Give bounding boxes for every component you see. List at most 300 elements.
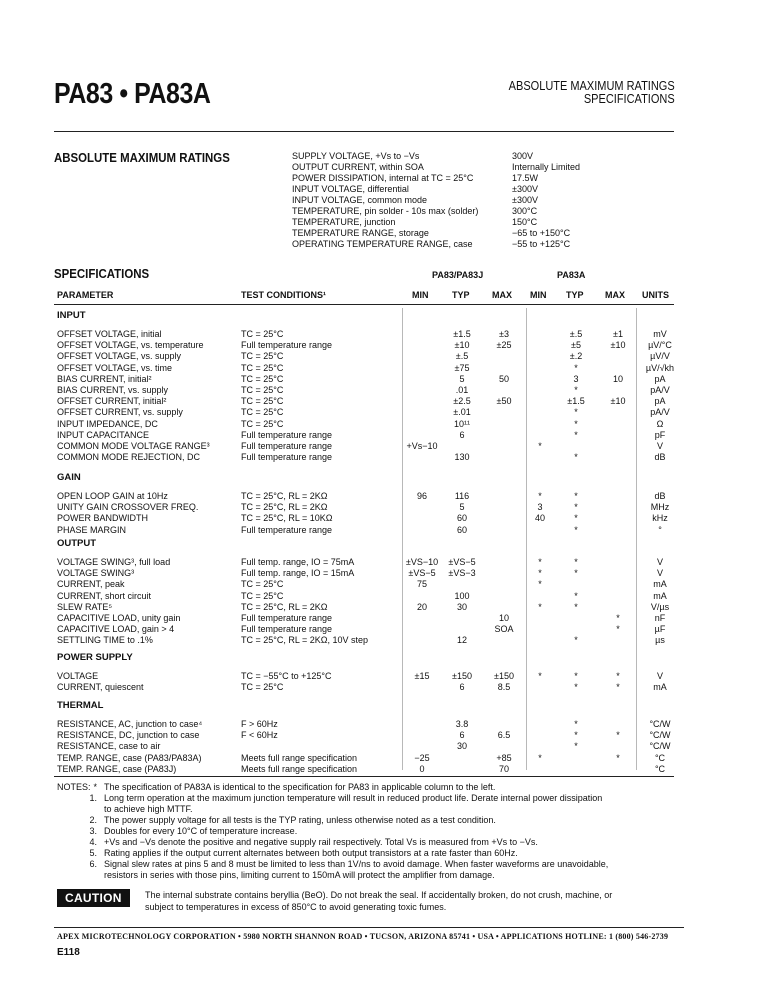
unit-cell: dB: [654, 491, 666, 501]
unit-cell: V: [656, 441, 663, 451]
a-max-cell: 10: [612, 373, 623, 384]
table-row: [0, 682, 771, 693]
typ-cell: ±VS−3: [448, 568, 476, 579]
param-cell: COMMON MODE REJECTION, DC: [57, 452, 200, 463]
typ-cell: 6: [459, 730, 465, 741]
col-header-test: TEST CONDITIONS¹: [241, 290, 326, 300]
header-right-line1: ABSOLUTE MAXIMUM RATINGS: [508, 79, 675, 93]
unit-cell: °C: [654, 763, 666, 774]
table-row: [0, 613, 771, 624]
unit-cell: nF: [654, 613, 666, 623]
max-cell: ±25: [496, 340, 512, 351]
table-row: [0, 671, 771, 682]
page-title: PA83 • PA83A: [54, 78, 211, 110]
unit-cell: °C: [654, 752, 666, 763]
a-min-cell: *: [538, 491, 542, 501]
test-cell: TC = −55°C to +125°C: [241, 671, 332, 681]
amr-value: 17.5W: [512, 173, 539, 183]
test-cell: TC = 25°C: [241, 373, 284, 384]
typ-cell: ±VS−5: [448, 557, 476, 567]
test-cell: TC = 25°C: [241, 396, 284, 407]
test-cell: TC = 25°C: [241, 682, 284, 693]
param-cell: VOLTAGE: [57, 671, 99, 681]
table-row: [0, 579, 771, 590]
col-header-units: UNITS: [642, 290, 669, 300]
unit-cell: µV/√kh: [645, 362, 675, 373]
max-cell: ±50: [496, 396, 512, 407]
param-cell: INPUT CAPACITANCE: [57, 429, 150, 440]
test-cell: TC = 25°C: [241, 407, 284, 418]
note-marker: *: [93, 782, 97, 792]
typ-cell: ±.5: [455, 351, 469, 362]
amr-value: −55 to +125°C: [512, 239, 571, 249]
test-cell: TC = 25°C, RL = 10KΩ: [241, 513, 333, 524]
a-typ-cell: *: [574, 429, 578, 440]
column-divider: [526, 308, 527, 770]
section-label-output: OUTPUT: [57, 538, 97, 549]
a-typ-cell: *: [574, 452, 578, 463]
a-typ-cell: *: [574, 730, 578, 741]
note-text: +Vs and −Vs denote the positive and negative supply rail respectively. Total Vs is measured from +Vs to −Vs.: [104, 837, 538, 847]
typ-cell: ±150: [452, 671, 472, 681]
section-label-thermal: THERMAL: [57, 700, 104, 711]
a-max-cell: *: [616, 682, 620, 693]
test-cell: Meets full range specification: [241, 763, 358, 774]
note-item: [57, 870, 697, 881]
param-cell: POWER BANDWIDTH: [57, 513, 148, 524]
a-max-cell: ±10: [610, 396, 626, 407]
a-min-cell: *: [538, 752, 542, 763]
table-row: [0, 396, 771, 407]
table-row: [0, 557, 771, 568]
test-cell: Full temperature range: [241, 613, 333, 623]
table-row: [0, 441, 771, 452]
test-cell: TC = 25°C, RL = 2KΩ, 10V step: [241, 635, 369, 646]
min-cell: −25: [414, 752, 430, 763]
a-typ-cell: *: [574, 491, 578, 501]
max-cell: SOA: [494, 624, 514, 635]
amr-value: 300°C: [512, 206, 538, 216]
a-typ-cell: *: [574, 524, 578, 535]
note-marker: 2.: [89, 815, 97, 825]
group-header-pa83: PA83/PA83J: [432, 270, 484, 280]
note-text: Long term operation at the maximum junction temperature will result in reduced product life. Derate internal power dissipation: [104, 793, 603, 803]
amr-row: [292, 217, 622, 228]
param-cell: CURRENT, quiescent: [57, 682, 144, 693]
test-cell: Full temp. range, IO = 75mA: [241, 557, 355, 567]
a-max-cell: *: [616, 613, 620, 623]
section-label-input: INPUT: [57, 310, 86, 321]
section-label-power-supply: POWER SUPPLY: [57, 652, 133, 663]
typ-cell: 3.8: [455, 719, 469, 729]
a-typ-cell: *: [574, 682, 578, 693]
typ-cell: ±10: [454, 340, 470, 351]
a-typ-cell: *: [574, 418, 578, 429]
col-header-a-typ: TYP: [566, 290, 584, 300]
unit-cell: pA: [654, 396, 666, 407]
a-max-cell: *: [616, 752, 620, 763]
a-min-cell: *: [538, 568, 542, 579]
param-cell: UNITY GAIN CROSSOVER FREQ.: [57, 502, 199, 513]
min-cell: 0: [419, 763, 425, 774]
typ-cell: 100: [454, 590, 470, 601]
test-cell: Full temperature range: [241, 452, 333, 463]
unit-cell: pA/V: [650, 385, 670, 395]
param-cell: RESISTANCE, AC, junction to case⁴: [57, 719, 203, 729]
a-typ-cell: *: [574, 502, 578, 513]
amr-label: INPUT VOLTAGE, common mode: [292, 195, 428, 205]
param-cell: INPUT IMPEDANCE, DC: [57, 418, 158, 429]
typ-cell: 60: [456, 513, 467, 524]
table-row: [0, 340, 771, 351]
typ-cell: ±.01: [453, 407, 471, 418]
a-min-cell: *: [538, 601, 542, 612]
param-cell: OFFSET VOLTAGE, vs. time: [57, 362, 173, 373]
test-cell: TC = 25°C, RL = 2KΩ: [241, 601, 328, 612]
test-cell: Full temp. range, IO = 15mA: [241, 568, 355, 579]
a-typ-cell: ±.5: [569, 329, 583, 339]
test-cell: Full temperature range: [241, 340, 333, 351]
typ-cell: 30: [456, 741, 467, 752]
a-typ-cell: *: [574, 741, 578, 752]
amr-row: [292, 173, 622, 184]
unit-cell: V: [656, 671, 663, 681]
unit-cell: pF: [654, 429, 666, 440]
test-cell: F > 60Hz: [241, 719, 278, 729]
a-typ-cell: 3: [573, 373, 579, 384]
table-row: [0, 430, 771, 441]
param-cell: OFFSET VOLTAGE, vs. supply: [57, 351, 182, 362]
unit-cell: V: [656, 557, 663, 567]
typ-cell: ±75: [454, 362, 470, 373]
amr-label: INPUT VOLTAGE, differential: [292, 184, 409, 194]
col-header-a-max: MAX: [605, 290, 625, 300]
typ-cell: 6: [459, 682, 465, 693]
table-row: [0, 602, 771, 613]
param-cell: VOLTAGE SWING³, full load: [57, 557, 171, 567]
amr-row: [292, 162, 622, 173]
spec-bottom-rule: [54, 776, 674, 777]
test-cell: TC = 25°C: [241, 351, 284, 362]
a-min-cell: *: [538, 579, 542, 590]
param-cell: CURRENT, short circuit: [57, 590, 152, 601]
table-row: [0, 591, 771, 602]
min-cell: 20: [416, 601, 427, 612]
param-cell: BIAS CURRENT, vs. supply: [57, 385, 169, 395]
a-max-cell: *: [616, 624, 620, 635]
amr-heading: ABSOLUTE MAXIMUM RATINGS: [54, 150, 230, 165]
caution-text: [145, 889, 612, 913]
unit-cell: kHz: [652, 513, 668, 524]
param-cell: OFFSET CURRENT, initial²: [57, 396, 167, 407]
test-cell: Full temperature range: [241, 441, 333, 451]
note-item: [57, 793, 697, 804]
table-row: [0, 624, 771, 635]
min-cell: ±VS−5: [408, 568, 436, 579]
unit-cell: mA: [653, 579, 667, 590]
typ-cell: ±1.5: [453, 329, 471, 339]
footer-address: APEX MICROTECHNOLOGY CORPORATION • 5980 NORTH SHANNON ROAD • TUCSON, ARIZONA 85741 • USA • APPLICATIONS HOTLINE: 1 (800) 546-2739: [57, 932, 669, 941]
a-min-cell: *: [538, 441, 542, 451]
note-marker: 6.: [89, 859, 97, 869]
col-header-parameter: PARAMETER: [57, 290, 114, 300]
unit-cell: Ω: [656, 418, 664, 429]
header-rule: [54, 131, 674, 132]
typ-cell: 5: [459, 502, 465, 513]
a-typ-cell: *: [574, 568, 578, 579]
param-cell: RESISTANCE, case to air: [57, 741, 161, 752]
unit-cell: µV/V: [650, 351, 670, 362]
note-marker: 5.: [89, 848, 97, 858]
table-row: [0, 635, 771, 646]
amr-value: ±300V: [512, 184, 538, 194]
amr-value: 300V: [512, 151, 534, 161]
a-typ-cell: *: [574, 590, 578, 601]
min-cell: ±VS−10: [405, 557, 439, 567]
min-cell: 96: [416, 491, 427, 501]
test-cell: Full temperature range: [241, 624, 333, 635]
test-cell: TC = 25°C: [241, 579, 284, 590]
a-typ-cell: ±1.5: [567, 396, 585, 407]
amr-value: 150°C: [512, 217, 538, 227]
group-header-pa83a: PA83A: [557, 270, 586, 280]
unit-cell: MHz: [650, 502, 670, 513]
amr-row: [292, 184, 622, 195]
test-cell: Full temperature range: [241, 524, 333, 535]
amr-label: OPERATING TEMPERATURE RANGE, case: [292, 239, 473, 249]
caution-badge: CAUTION: [57, 889, 130, 907]
param-cell: RESISTANCE, DC, junction to case: [57, 730, 200, 741]
typ-cell: 10¹¹: [453, 418, 470, 429]
param-cell: CURRENT, peak: [57, 579, 125, 590]
unit-cell: pA/V: [650, 407, 670, 418]
test-cell: TC = 25°C: [241, 385, 284, 395]
param-cell: OFFSET VOLTAGE, initial: [57, 329, 162, 339]
test-cell: TC = 25°C, RL = 2KΩ: [241, 491, 328, 501]
param-cell: SLEW RATE⁵: [57, 601, 113, 612]
note-text: The power supply voltage for all tests is the TYP rating, unless otherwise noted as a test condition.: [104, 815, 496, 825]
col-header-a-min: MIN: [530, 290, 547, 300]
note-item: [57, 859, 697, 870]
footer-rule: [54, 927, 684, 928]
param-cell: OFFSET CURRENT, vs. supply: [57, 407, 183, 418]
min-cell: 75: [416, 579, 427, 590]
max-cell: 8.5: [497, 682, 511, 693]
max-cell: 6.5: [497, 730, 511, 741]
amr-label: OUTPUT CURRENT, within SOA: [292, 162, 424, 172]
note-marker: 3.: [89, 826, 97, 836]
table-row: [0, 719, 771, 730]
unit-cell: °C/W: [649, 719, 671, 729]
column-divider: [636, 308, 637, 770]
note-item: [57, 848, 697, 859]
typ-cell: 12: [456, 635, 467, 646]
note-text: The specification of PA83A is identical to the specification for PA83 in applicable column to the left.: [104, 782, 496, 792]
column-divider: [402, 308, 403, 770]
amr-label: POWER DISSIPATION, internal at TC = 25°C: [292, 173, 474, 183]
note-text: Signal slew rates at pins 5 and 8 must be limited to less than 1V/ns to avoid damage. When faster waveforms are unavoidable,: [104, 859, 609, 869]
typ-cell: 5: [459, 373, 465, 384]
amr-label: TEMPERATURE, junction: [292, 217, 396, 227]
spec-header-rule: [54, 304, 674, 305]
table-row: [0, 329, 771, 340]
typ-cell: .01: [455, 385, 469, 395]
test-cell: Meets full range specification: [241, 752, 358, 763]
param-cell: OPEN LOOP GAIN at 10Hz: [57, 491, 168, 501]
param-cell: BIAS CURRENT, initial²: [57, 373, 152, 384]
a-typ-cell: *: [574, 671, 578, 681]
table-row: [0, 385, 771, 396]
param-cell: CAPACITIVE LOAD, gain > 4: [57, 624, 175, 635]
amr-row: [292, 151, 622, 162]
amr-row: [292, 228, 622, 239]
table-row: [0, 764, 771, 775]
col-header-typ: TYP: [452, 290, 470, 300]
table-row: [0, 741, 771, 752]
param-cell: OFFSET VOLTAGE, vs. temperature: [57, 340, 204, 351]
typ-cell: 30: [456, 601, 467, 612]
param-cell: TEMP. RANGE, case (PA83J): [57, 763, 177, 774]
unit-cell: V: [656, 568, 663, 579]
a-min-cell: 3: [537, 502, 543, 513]
a-max-cell: ±10: [610, 340, 626, 351]
note-item: [57, 815, 697, 826]
table-row: [0, 452, 771, 463]
unit-cell: °C/W: [649, 730, 671, 741]
min-cell: ±15: [414, 671, 430, 681]
note-item: [57, 782, 697, 793]
param-cell: SETTLING TIME to .1%: [57, 635, 153, 646]
page-number: E118: [57, 947, 80, 958]
unit-cell: mA: [653, 590, 667, 601]
table-row: [0, 502, 771, 513]
unit-cell: dB: [654, 452, 666, 463]
a-typ-cell: *: [574, 513, 578, 524]
table-row: [0, 374, 771, 385]
max-cell: 50: [498, 373, 509, 384]
col-header-min: MIN: [412, 290, 429, 300]
unit-cell: °: [658, 524, 662, 535]
amr-value: Internally Limited: [512, 162, 581, 172]
amr-row: [292, 239, 622, 250]
amr-row: [292, 206, 622, 217]
a-typ-cell: *: [574, 407, 578, 418]
caution-line1: The internal substrate contains beryllia (BeO). Do not break the seal. If accidentally broken, do not crush, machine, or: [145, 890, 613, 900]
test-cell: TC = 25°C: [241, 329, 284, 339]
a-typ-cell: *: [574, 385, 578, 395]
test-cell: Full temperature range: [241, 429, 333, 440]
typ-cell: ±2.5: [453, 396, 471, 407]
amr-value: ±300V: [512, 195, 538, 205]
note-text: resistors in series with those pins, limiting current to 150mA will protect the amplifier from damage.: [104, 870, 495, 880]
param-cell: CAPACITIVE LOAD, unity gain: [57, 613, 181, 623]
note-marker: 1.: [89, 793, 97, 803]
min-cell: +Vs−10: [406, 441, 438, 451]
header-right: [509, 80, 675, 106]
a-min-cell: 40: [534, 513, 545, 524]
unit-cell: µF: [654, 624, 666, 635]
header-right-line2: SPECIFICATIONS: [584, 92, 675, 106]
table-row: [0, 363, 771, 374]
table-row: [0, 730, 771, 741]
section-label-gain: GAIN: [57, 472, 81, 483]
col-header-max: MAX: [492, 290, 512, 300]
a-typ-cell: ±5: [571, 340, 581, 351]
a-typ-cell: *: [574, 362, 578, 373]
table-row: [0, 491, 771, 502]
test-cell: TC = 25°C, RL = 2KΩ: [241, 502, 328, 513]
table-row: [0, 419, 771, 430]
unit-cell: µs: [655, 635, 665, 646]
spec-heading: SPECIFICATIONS: [54, 266, 150, 281]
a-typ-cell: *: [574, 601, 578, 612]
test-cell: TC = 25°C: [241, 362, 284, 373]
max-cell: ±150: [494, 671, 514, 681]
amr-label: SUPPLY VOLTAGE, +Vs to −Vs: [292, 151, 420, 161]
typ-cell: 60: [456, 524, 467, 535]
a-min-cell: *: [538, 557, 542, 567]
table-row: [0, 525, 771, 536]
a-typ-cell: ±.2: [569, 351, 583, 362]
max-cell: +85: [496, 752, 512, 763]
table-row: [0, 407, 771, 418]
param-cell: COMMON MODE VOLTAGE RANGE³: [57, 441, 210, 451]
a-max-cell: *: [616, 730, 620, 741]
unit-cell: °C/W: [649, 741, 671, 752]
a-typ-cell: *: [574, 557, 578, 567]
caution-line2: subject to temperatures in excess of 850°C to avoid generating toxic fumes.: [145, 902, 447, 912]
a-max-cell: *: [616, 671, 620, 681]
note-item: [57, 826, 697, 837]
notes-label: NOTES:: [57, 782, 91, 792]
max-cell: 70: [498, 763, 509, 774]
param-cell: PHASE MARGIN: [57, 524, 127, 535]
unit-cell: µV/°C: [648, 340, 672, 351]
unit-cell: V/µs: [650, 601, 670, 612]
note-item: [57, 837, 697, 848]
a-typ-cell: *: [574, 719, 578, 729]
max-cell: ±3: [499, 329, 509, 339]
table-row: [0, 351, 771, 362]
max-cell: 10: [498, 613, 509, 623]
amr-row: [292, 195, 622, 206]
typ-cell: 6: [459, 429, 465, 440]
table-row: [0, 753, 771, 764]
amr-value: −65 to +150°C: [512, 228, 571, 238]
note-text: Doubles for every 10°C of temperature increase.: [104, 826, 298, 836]
typ-cell: 116: [454, 491, 470, 501]
unit-cell: mA: [653, 682, 667, 693]
unit-cell: mV: [653, 329, 667, 339]
amr-label: TEMPERATURE, pin solder - 10s max (solder): [292, 206, 479, 216]
param-cell: TEMP. RANGE, case (PA83/PA83A): [57, 752, 202, 763]
note-marker: 4.: [89, 837, 97, 847]
typ-cell: 130: [454, 452, 470, 463]
unit-cell: pA: [654, 373, 666, 384]
table-row: [0, 568, 771, 579]
a-max-cell: ±1: [613, 329, 623, 339]
a-typ-cell: *: [574, 635, 578, 646]
note-text: Rating applies if the output current alternates between both output transistors at a rate faster than 60Hz.: [104, 848, 518, 858]
a-min-cell: *: [538, 671, 542, 681]
notes-list: [57, 782, 697, 881]
amr-label: TEMPERATURE RANGE, storage: [292, 228, 429, 238]
test-cell: TC = 25°C: [241, 418, 284, 429]
note-text: to achieve high MTTF.: [104, 804, 193, 814]
test-cell: TC = 25°C: [241, 590, 284, 601]
note-item: [57, 804, 697, 815]
test-cell: F < 60Hz: [241, 730, 278, 741]
